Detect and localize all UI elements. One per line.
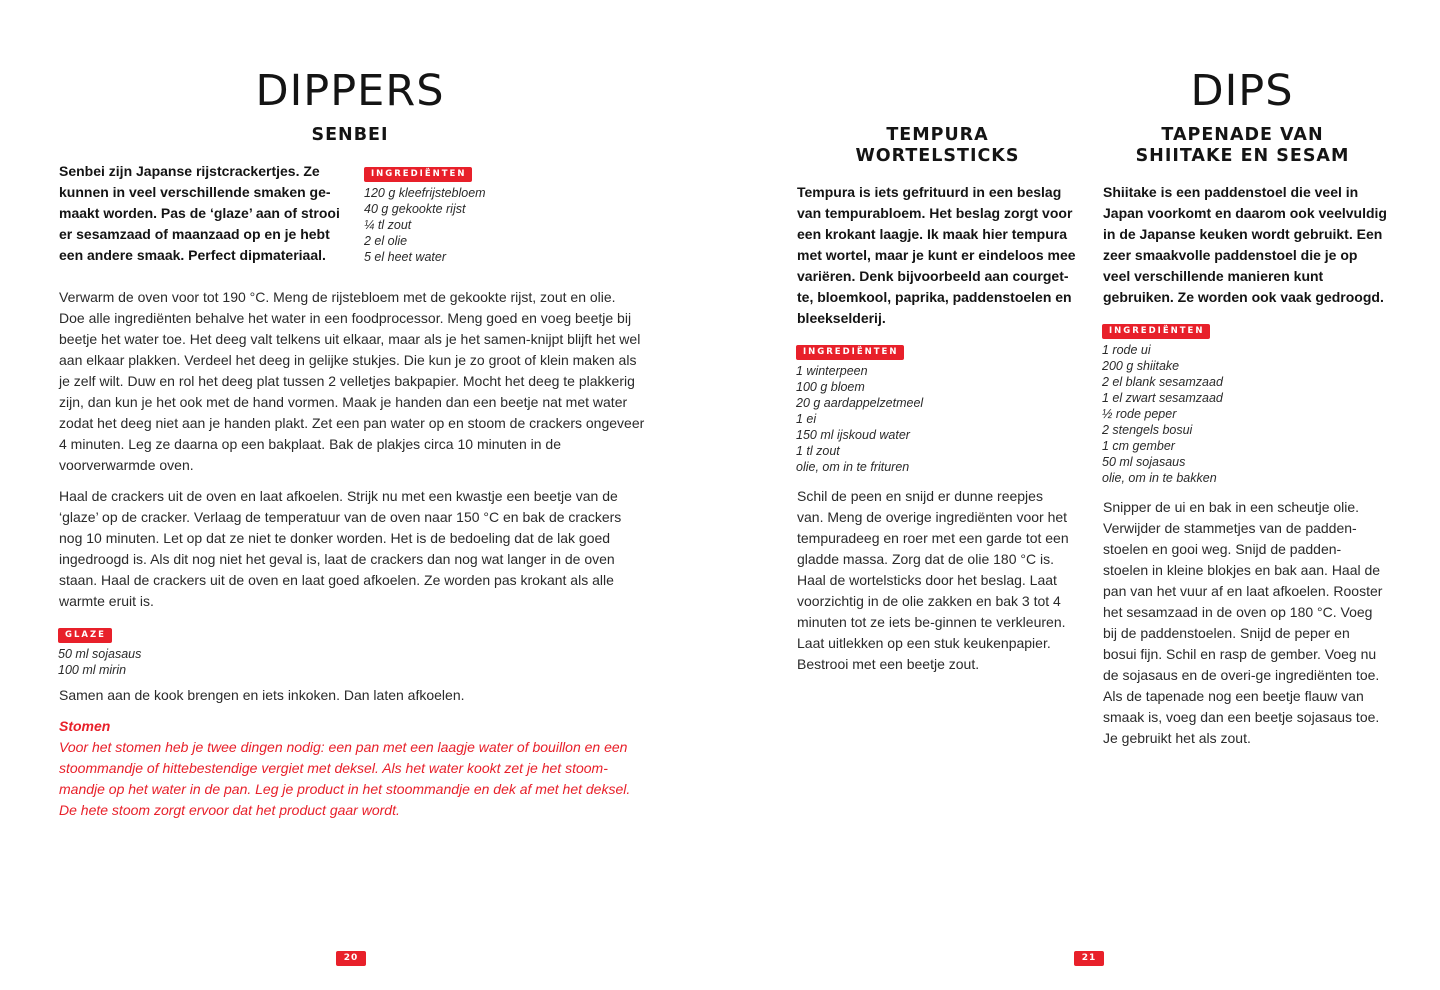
recipe-title-tempura: TEMPURA WORTELSTICKS bbox=[855, 125, 1020, 166]
ingredient-item: 50 ml sojasaus bbox=[1102, 455, 1186, 469]
ingredient-item: 1 el zwart sesamzaad bbox=[1102, 391, 1223, 405]
ingredients-label: INGREDIËNTEN bbox=[364, 167, 472, 182]
ingredient-item: 150 ml ijskoud water bbox=[796, 428, 910, 442]
ingredient-list bbox=[364, 185, 544, 265]
glaze-list bbox=[58, 646, 358, 678]
ingredient-list bbox=[796, 363, 1056, 475]
ingredient-item: 200 g shiitake bbox=[1102, 359, 1180, 373]
tempura-method: Schil de peen en snijd er dunne reepjes van. Meng de overige ingrediënten voor het tempuradeeg en roer met een garde tot een gladde massa. Zorg dat de olie 180 °C is. Haal de wortelsticks door het beslag. Laat voorzichtig in de olie zakken en bak 3 tot 4 minuten tot ze iets be-ginnen te verkleuren. Laat uitlekken op een stuk keukenpapier. Bestrooi met een beetje zout. bbox=[797, 488, 1069, 672]
chapter-title-dips: DIPS bbox=[1190, 66, 1294, 116]
glaze-item: 50 ml sojasaus bbox=[58, 647, 142, 661]
tempura-intro: Tempura is iets gefrituurd in een beslag van tempurabloem. Het beslag zorgt voor een krokant laagje. Ik maak hier tempura met wortel, maar je kunt er eindeloos mee variëren. Denk bijvoorbeeld aan courget-te, bloemkool, paprika, paddenstoelen en bleekselderij. bbox=[797, 184, 1076, 326]
recipe-title-tapenade: TAPENADE VAN SHIITAKE EN SESAM bbox=[1135, 125, 1350, 166]
recipe-title-senbei: SENBEI bbox=[311, 125, 389, 145]
ingredient-item: 2 stengels bosui bbox=[1102, 423, 1193, 437]
tapenade-method: Snipper de ui en bak in een scheutje olie. Verwijder de stammetjes van de padden-stoelen en gooi weg. Snijd de padden-stoelen in kleine blokjes en bak aan. Haal de pan van het vuur af en laat afkoelen. Rooster het sesamzaad in de oven op 180 °C. Voeg bij de paddenstoelen. Snijd de peper en bosui fijn. Schil en rasp de gember. Voeg nu de sojasaus en de overi-ge ingrediënten toe. Als de tapenade nog een beetje flauw van smaak is, voeg dan een beetje sojasaus toe. Je gebruikt het als zout. bbox=[1103, 499, 1383, 746]
ingredient-item: olie, om in te bakken bbox=[1102, 471, 1217, 485]
ingredient-item: 1 cm gember bbox=[1102, 439, 1175, 453]
senbei-intro: Senbei zijn Japanse rijstcrackertjes. Ze kunnen in veel verschillende smaken ge-maakt worden. Pas de ‘glaze’ aan of strooi er sesamzaad of maanzaad op en je hebt een andere smaak. Perfect dipmateriaal. bbox=[59, 163, 340, 263]
glaze-label: GLAZE bbox=[58, 628, 112, 643]
ingredients-label: INGREDIËNTEN bbox=[1102, 324, 1210, 339]
glaze-block bbox=[58, 624, 358, 678]
page-number-right: 21 bbox=[1074, 951, 1104, 966]
chapter-title-dippers: DIPPERS bbox=[255, 66, 445, 116]
ingredient-item: 2 el olie bbox=[364, 234, 408, 248]
glaze-item: 100 ml mirin bbox=[58, 663, 127, 677]
right-page bbox=[720, 0, 1440, 990]
ingredient-item: 1 ei bbox=[796, 412, 817, 426]
glaze-instructions: Samen aan de kook brengen en iets inkoken. Dan laten afkoelen. bbox=[59, 687, 465, 703]
ingredient-item: 2 el blank sesamzaad bbox=[1102, 375, 1223, 389]
ingredient-list bbox=[1102, 342, 1362, 486]
senbei-ingredients bbox=[364, 163, 544, 265]
ingredient-item: 1 tl zout bbox=[796, 444, 840, 458]
tapenade-intro: Shiitake is een paddenstoel die veel in Japan voorkomt en daarom ook veelvuldig in de Japanse keuken wordt gebruikt. Een zeer smaakvolle paddenstoel die je op veel verschillende manieren kunt gebruiken. Ze worden ook vaak gedroogd. bbox=[1103, 184, 1387, 305]
ingredient-item: 1 winterpeen bbox=[796, 364, 868, 378]
ingredient-item: 5 el heet water bbox=[364, 250, 446, 264]
ingredient-item: 20 g aardappelzetmeel bbox=[796, 396, 924, 410]
ingredient-item: ¼ tl zout bbox=[364, 218, 412, 232]
tip-text: Voor het stomen heb je twee dingen nodig: een pan met een laagje water of bouillon en een stoommandje of hittebestendige vergiet met deksel. Als het water kookt zet je het stoom-mandje op het water in de pan. Leg je product in het stoommandje en dek af met het deksel. De hete stoom zorgt ervoor dat het product gaar wordt. bbox=[59, 739, 631, 818]
ingredients-label: INGREDIËNTEN bbox=[796, 345, 904, 360]
ingredient-item: 100 g bloem bbox=[796, 380, 865, 394]
ingredient-item: ½ rode peper bbox=[1102, 407, 1177, 421]
tapenade-ingredients bbox=[1102, 320, 1362, 486]
tip-heading: Stomen bbox=[59, 718, 111, 734]
ingredient-item: 120 g kleefrijstebloem bbox=[364, 186, 486, 200]
ingredient-item: 1 rode ui bbox=[1102, 343, 1151, 357]
senbei-method-paragraph-2: Haal de crackers uit de oven en laat afkoelen. Strijk nu met een kwastje een beetje van de ‘glaze’ op de cracker. Verlaag de temperatuur van de oven naar 150 °C en bak de crackers nog 10 minuten. Let op dat ze niet te donker worden. Het is de bedoeling dat de lak goed ingedroogd is. Als dit nog niet het geval is, laat de crackers dan nog wat langer in de oven staan. Haal de crackers uit de oven en laat goed afkoelen. Ze worden pas krokant als alle warmte eruit is. bbox=[59, 488, 622, 609]
senbei-method-paragraph-1: Verwarm de oven voor tot 190 °C. Meng de rijstebloem met de gekookte rijst, zout en olie. Doe alle ingrediënten behalve het water in een foodprocessor. Meng goed en voeg beetje bij beetje het water toe. Het deeg valt telkens uit elkaar, maar als je het samen-knijpt blijft het wel aan elkaar plakken. Verdeel het deeg in gelijke stukjes. Die kun je zo groot of klein maken als je zelf wilt. Duw en rol het deeg plat tussen 2 velletjes bakpapier. Mocht het deeg te plakkerig zijn, dan kun je het ook met de hand vormen. Maak je handen dan een beetje nat met water zodat het deeg niet aan je handen plakt. Zet een pan water op en stoom de crackers ongeveer 4 minuten. Leg ze daarna op een bakplaat. Bak de plakjes circa 10 minuten in de voorverwarmde oven. bbox=[59, 289, 645, 473]
tempura-ingredients bbox=[796, 341, 1056, 475]
ingredient-item: 40 g gekookte rijst bbox=[364, 202, 466, 216]
ingredient-item: olie, om in te frituren bbox=[796, 460, 910, 474]
page-number-left: 20 bbox=[336, 951, 366, 966]
